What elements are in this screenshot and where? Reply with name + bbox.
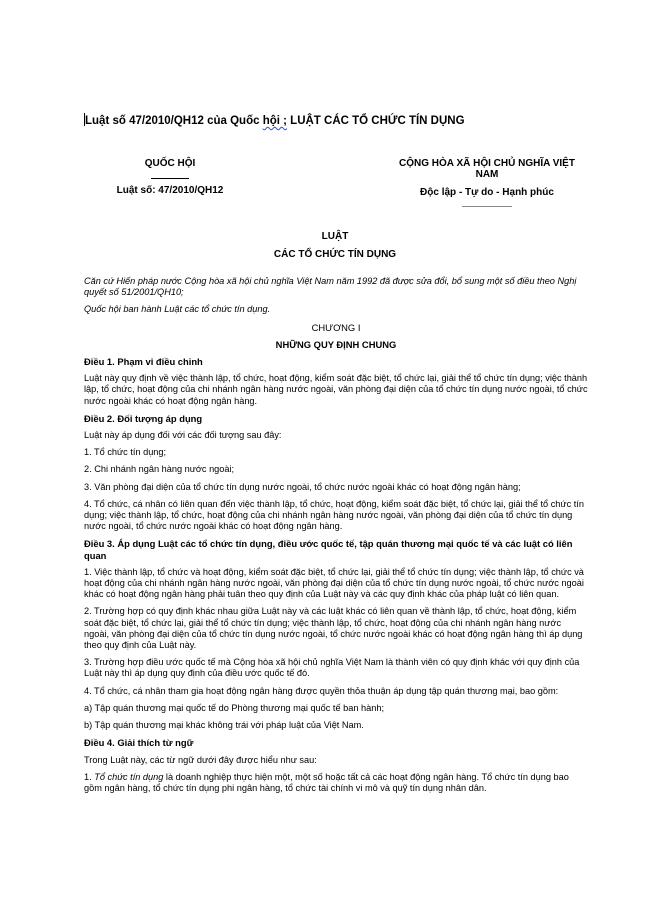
title-suffix: LUẬT CÁC TỔ CHỨC TÍN DỤNG xyxy=(286,115,465,127)
country-name: CỘNG HÒA XÃ HỘI CHỦ NGHĨA VIỆT NAM xyxy=(399,158,575,180)
article-paragraph: 2. Trường hợp có quy định khác nhau giữa Luật này và các luật khác có liên quan về thành lập, tổ chức, hoạt động, kiểm soát đặc biệt, tổ chức lại, giải thể tổ chức tín dụng; việc thành lập, tổ chức, hoạt động của chi nhánh ngân hàng nước ngoài, văn phòng đại diện của tổ chức tín dụng nước ngoài, tổ chức nước ngoài khác có hoạt động ngân hàng thì áp dụng theo quy định của Luật này. xyxy=(84,606,583,651)
national-motto: Độc lập - Tự do - Hạnh phúc xyxy=(420,187,554,198)
article-heading: Điều 3. Áp dụng Luật các tổ chức tín dụng, điều ước quốc tế, tập quán thương mại quốc tế và các luật có liên quan xyxy=(84,538,573,561)
article-paragraph: Luật này quy định về việc thành lập, tổ chức, hoạt động, kiểm soát đặc biệt, tổ chức lại, giải thể tổ chức tín dụng; việc thành lập, tổ chức, hoạt động của chi nhánh ngân hàng nước ngoài, văn phòng đại diện của tổ chức tín dụng nước ngoài, tổ chức nước ngoài khác có hoạt động ngân hàng. xyxy=(84,373,588,406)
article-paragraph: 3. Văn phòng đại diện của tổ chức tín dụng nước ngoài, tổ chức nước ngoài khác có hoạt động ngân hàng; xyxy=(84,481,521,492)
article-paragraph: 3. Trường hợp điều ước quốc tế mà Cộng hòa xã hội chủ nghĩa Việt Nam là thành viên có quy định khác với quy định của Luật này thì áp dụng quy định của điều ước quốc tế đó. xyxy=(84,657,580,679)
document-title[interactable] xyxy=(84,113,465,127)
definition-term: Tổ chức tín dụng xyxy=(94,771,164,782)
preamble-paragraph: Căn cứ Hiến pháp nước Cộng hòa xã hội chủ nghĩa Việt Nam năm 1992 đã được sửa đổi, bổ sung một số điều theo Nghị quyết số 51/2001/QH10; xyxy=(84,276,577,298)
definition-paragraph xyxy=(84,772,588,794)
law-title xyxy=(84,228,586,264)
article-paragraph: Luật này áp dụng đối với các đối tượng sau đây: xyxy=(84,430,282,441)
definition-number: 1. xyxy=(84,771,95,782)
article-paragraph: Trong Luật này, các từ ngữ dưới đây được hiểu như sau: xyxy=(84,754,317,765)
divider xyxy=(462,206,512,207)
article-heading: Điều 2. Đối tượng áp dụng xyxy=(84,412,203,424)
divider xyxy=(151,178,189,179)
definition-text: là doanh nghiệp thực hiện một, một số hoặc tất cả các hoạt động ngân hàng. Tổ chức tín dụng bao gồm ngân hàng, tổ chức tín dụng phi ngân hàng, tổ chức tài chính vi mô và quỹ tín dụng nhân dân. xyxy=(84,771,569,793)
law-title-line2: CÁC TỔ CHỨC TÍN DỤNG xyxy=(273,249,397,260)
article-paragraph: a) Tập quán thương mại quốc tế do Phòng thương mại quốc tế ban hành; xyxy=(84,702,385,713)
article-paragraph: 1. Tổ chức tín dụng; xyxy=(84,447,167,458)
article-heading: Điều 4. Giải thích từ ngữ xyxy=(84,737,194,749)
article-paragraph: 4. Tổ chức, cá nhân tham gia hoạt động ngân hàng được quyền thỏa thuận áp dụng tập quán thương mại, bao gồm: xyxy=(84,685,559,696)
law-title-line1: LUẬT xyxy=(321,231,349,242)
article-heading: Điều 1. Phạm vi điều chỉnh xyxy=(84,356,203,368)
article-paragraph: b) Tập quán thương mại khác không trái với pháp luật của Việt Nam. xyxy=(84,720,364,731)
article-paragraph: 2. Chi nhánh ngân hàng nước ngoài; xyxy=(84,464,235,475)
article-paragraph: 1. Việc thành lập, tổ chức và hoạt động, kiểm soát đặc biệt, tổ chức lại, giải thể tổ chức tín dụng; việc thành lập, tổ chức và hoạt động của chi nhánh ngân hàng nước ngoài, văn phòng đại diện của tổ chức tín dụng nước ngoài, tổ chức nước ngoài khác có hoạt động ngân hàng phải tuân theo quy định của Luật này và các quy định khác của pháp luật có liên quan. xyxy=(84,566,584,600)
issuer-name: QUỐC HỘI xyxy=(144,158,196,169)
issuer-header xyxy=(110,158,230,196)
article-paragraph: 4. Tổ chức, cá nhân có liên quan đến việc thành lập, tổ chức, hoạt động, kiểm soát đặc biệt, tổ chức lại, giải thể tổ chức tín dụng; việc thành lập, tổ chức, hoạt động của chi nhánh ngân hàng nước ngoài, văn phòng đại diện của tổ chức tín dụng nước ngoài, tổ chức nước ngoài khác có hoạt động ngân hàng. xyxy=(84,498,584,532)
chapter-number: CHƯƠNG I xyxy=(311,321,361,333)
law-number: Luật số: 47/2010/QH12 xyxy=(116,185,224,196)
spellcheck-flagged-word[interactable]: hội ; xyxy=(262,115,287,127)
document-body xyxy=(84,276,588,800)
title-prefix: Luật số 47/2010/QH12 của Quốc xyxy=(85,115,263,127)
national-header xyxy=(388,158,586,207)
preamble-paragraph: Quốc hội ban hành Luật các tổ chức tín dụng. xyxy=(84,304,271,315)
chapter-title: NHỮNG QUY ĐỊNH CHUNG xyxy=(275,338,397,350)
